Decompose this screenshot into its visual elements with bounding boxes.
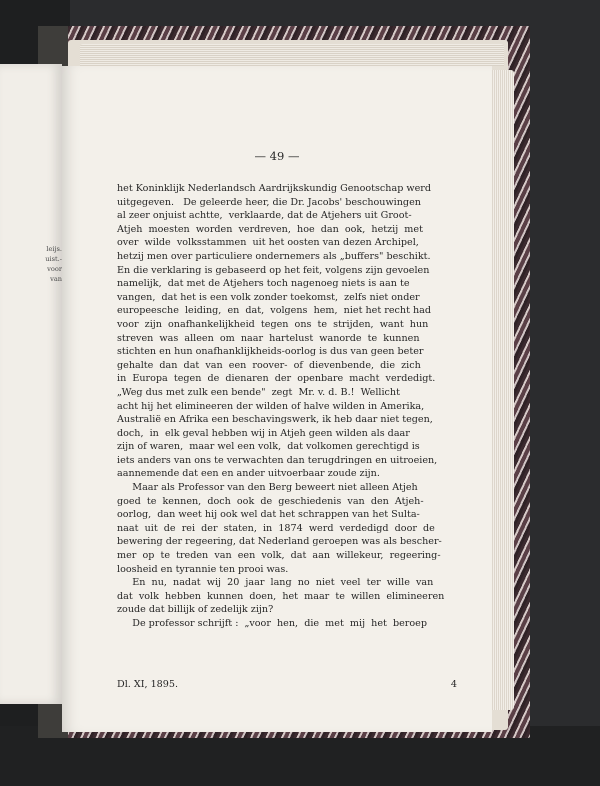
- text-line: [117, 563, 469, 577]
- text-line: [117, 182, 469, 196]
- text-line-content: goed te kennen, doch ook de geschiedenis van den Atjeh-: [117, 495, 424, 507]
- text-line-content: Maar als Professor van den Berg beweert niet alleen Atjeh: [117, 482, 418, 494]
- text-line-content: mer op te treden van een volk, dat aan willekeur, regeering-: [117, 550, 441, 562]
- text-line: [117, 617, 469, 631]
- text-line: [117, 304, 469, 318]
- text-line-content: bewering der regeering, dat Nederland geroepen was als bescher-: [117, 536, 442, 548]
- text-line-content: En nu, nadat wij 20 jaar lang no niet veel ter wille van: [117, 577, 434, 589]
- text-line-content: Atjeh moesten worden verdreven, hoe dan ook, hetzij met: [117, 223, 423, 235]
- text-line-content: gehalte dan dat van een roover- of dievenbende, die zich: [117, 359, 421, 371]
- text-line: [117, 440, 469, 454]
- text-line-content: streven was alleen om naar hartelust wanorde te kunnen: [117, 332, 420, 344]
- signature-mark: 4: [450, 679, 457, 690]
- text-line-content: zijn of waren, maar wel een volk, dat volkomen gerechtigd is: [117, 441, 420, 453]
- text-line: [117, 576, 469, 590]
- text-line-content: uitgegeven. De geleerde heer, die Dr. Jacobs' beschouwingen: [117, 196, 421, 208]
- text-line-content: europeesche leiding, en dat, volgens hem, niet het recht had: [117, 305, 432, 317]
- body-text: [117, 182, 469, 631]
- text-line-content: over wilde volksstammen uit het oosten van dezen Archipel,: [117, 237, 419, 249]
- text-line: [117, 264, 469, 278]
- text-line-content: oorlog, dan weet hij ook wel dat het schrappen van het Sulta-: [117, 509, 420, 521]
- text-line-content: aannemende dat een en ander uitvoerbaar zoude zijn.: [117, 468, 380, 480]
- volume-info: Dl. XI, 1895.: [117, 679, 179, 690]
- page-stack-top-edge: [80, 44, 504, 66]
- text-line: [117, 427, 469, 441]
- text-line-content: voor zijn onafhankelijkheid tegen ons te strijden, want hun: [117, 318, 429, 330]
- page-footer: [117, 679, 469, 690]
- text-line: [117, 277, 469, 291]
- text-line: [117, 413, 469, 427]
- text-line: [117, 345, 469, 359]
- text-line: [117, 223, 469, 237]
- text-line: [117, 250, 469, 264]
- text-line-content: zoude dat billijk of zedelijk zijn?: [117, 604, 274, 616]
- left-fragment-line: voor: [47, 265, 62, 273]
- text-line: [117, 522, 469, 536]
- text-line-content: dat volk hebben kunnen doen, het maar te willen elimineeren: [117, 590, 445, 602]
- left-page: [0, 64, 62, 704]
- text-line: [117, 603, 469, 617]
- text-line-content: De professor schrijft : „voor hen, die met mij het beroep: [117, 618, 427, 629]
- text-line-content: naat uit de rei der staten, in 1874 werd verdedigd door de: [117, 522, 435, 534]
- text-line: [117, 196, 469, 210]
- text-line: [117, 535, 469, 549]
- text-line-content: iets anders van ons te verwachten dan terugdringen en uitroeien,: [117, 454, 438, 466]
- text-line: [117, 481, 469, 495]
- text-line-content: in Europa tegen de dienaren der openbare macht verdedigt.: [117, 373, 436, 385]
- text-line-content: stichten en hun onafhanklijkheids-oorlog is dus van geen beter: [117, 346, 424, 358]
- text-line-content: doch, in elk geval hebben wij in Atjeh geen wilden als daar: [117, 427, 410, 439]
- left-page-text-fragment: [34, 244, 62, 284]
- text-line: [117, 236, 469, 250]
- text-line: [117, 454, 469, 468]
- text-line: [117, 318, 469, 332]
- left-fragment-line: leijs.: [46, 245, 62, 253]
- text-line: [117, 359, 469, 373]
- text-line: [117, 209, 469, 223]
- text-line: [117, 590, 469, 604]
- text-line: [117, 386, 469, 400]
- text-line: [117, 549, 469, 563]
- text-line-content: namelijk, dat met de Atjehers toch nagenoeg niets is aan te: [117, 278, 410, 290]
- text-line: [117, 508, 469, 522]
- text-line: [117, 467, 469, 481]
- left-fragment-line: van: [50, 275, 62, 283]
- text-line: [117, 332, 469, 346]
- text-line-content: loosheid en tyrannie ten prooi was.: [117, 563, 289, 575]
- left-fragment-line: uist.-: [45, 255, 62, 263]
- text-line-content: hetzij men over particuliere ondernemers als „buffers" beschikt.: [117, 250, 431, 262]
- text-line-content: „Weg dus met zulk een bende" zegt Mr. v. d. B.! Wellicht: [117, 386, 400, 398]
- text-line-content: En die verklaring is gebaseerd op het feit, volgens zijn gevoelen: [117, 264, 430, 276]
- page-number: — 49 —: [254, 149, 300, 163]
- text-line-content: vangen, dat het is een volk zonder toekomst, zelfs niet onder: [117, 291, 420, 303]
- text-line: [117, 372, 469, 386]
- text-line-content: Australië en Afrika een beschavingswerk, ik heb daar niet tegen,: [117, 414, 433, 426]
- text-line: [117, 291, 469, 305]
- text-line-content: acht hij het elimineeren der wilden of halve wilden in Amerika,: [117, 400, 425, 412]
- text-line: [117, 495, 469, 509]
- text-line-content: het Koninklijk Nederlandsch Aardrijkskundig Genootschap werd: [117, 183, 432, 194]
- text-line: [117, 400, 469, 414]
- right-page: [62, 66, 492, 732]
- text-line-content: al zeer onjuist achtte, verklaarde, dat de Atjehers uit Groot-: [117, 210, 412, 222]
